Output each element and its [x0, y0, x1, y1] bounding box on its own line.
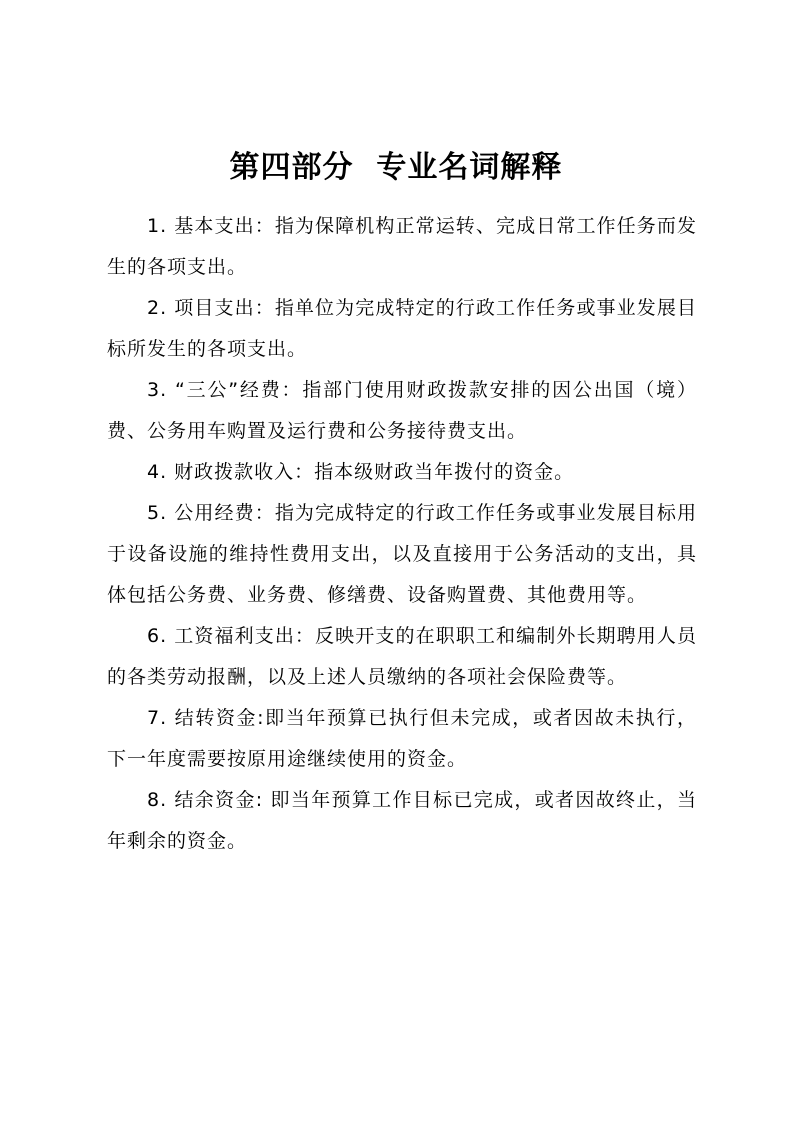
glossary-item-carryover-funds [107, 698, 697, 780]
glossary-item-surplus-funds [107, 780, 697, 862]
glossary-term: 2. 项目支出： [147, 297, 275, 319]
glossary-term: 3. “三公”经费： [147, 379, 303, 401]
glossary-item-fiscal-appropriation-income [107, 452, 697, 493]
glossary-item-basic-expenditure [107, 206, 697, 288]
glossary-item-public-funds [107, 493, 697, 616]
glossary-definition: 即当年预算工作目标已完成，或者因故终止，当年剩余的资金。 [107, 789, 697, 852]
glossary-definition: 指本级财政当年拨付的资金。 [314, 461, 575, 483]
glossary-definition: 指单位为完成特定的行政工作任务或事业发展目标所发生的各项支出。 [107, 297, 697, 360]
glossary-term: 1. 基本支出： [147, 215, 275, 237]
glossary-term: 7. 结转资金: [147, 707, 265, 729]
glossary-term: 6. 工资福利支出： [147, 625, 316, 647]
glossary-definition: 指为保障机构正常运转、完成日常工作任务而发生的各项支出。 [107, 215, 697, 278]
glossary-item-wage-welfare-expenditure [107, 616, 697, 698]
glossary-term: 5. 公用经费： [147, 502, 275, 524]
glossary-definition: 指为完成特定的行政工作任务或事业发展目标用于设备设施的维持性费用支出，以及直接用于公务活动的支出，具体包括公务费、业务费、修缮费、设备购置费、其他费用等。 [107, 502, 697, 606]
glossary-definition: 反映开支的在职职工和编制外长期聘用人员的各类劳动报酬，以及上述人员缴纳的各项社会保险费等。 [107, 625, 697, 688]
glossary-term: 4. 财政拨款收入： [147, 461, 315, 483]
glossary-item-project-expenditure [107, 288, 697, 370]
glossary-definition: 指部门使用财政拨款安排的因公出国（境）费、公务用车购置及运行费和公务接待费支出。 [107, 379, 697, 442]
glossary-list [107, 206, 697, 862]
glossary-item-three-public-expenses [107, 370, 697, 452]
page-title: 第四部分 专业名词解释 [229, 150, 563, 185]
glossary-term: 8. 结余资金: [147, 789, 264, 811]
glossary-definition: 即当年预算已执行但未完成，或者因故未执行，下一年度需要按原用途继续使用的资金。 [107, 707, 697, 770]
